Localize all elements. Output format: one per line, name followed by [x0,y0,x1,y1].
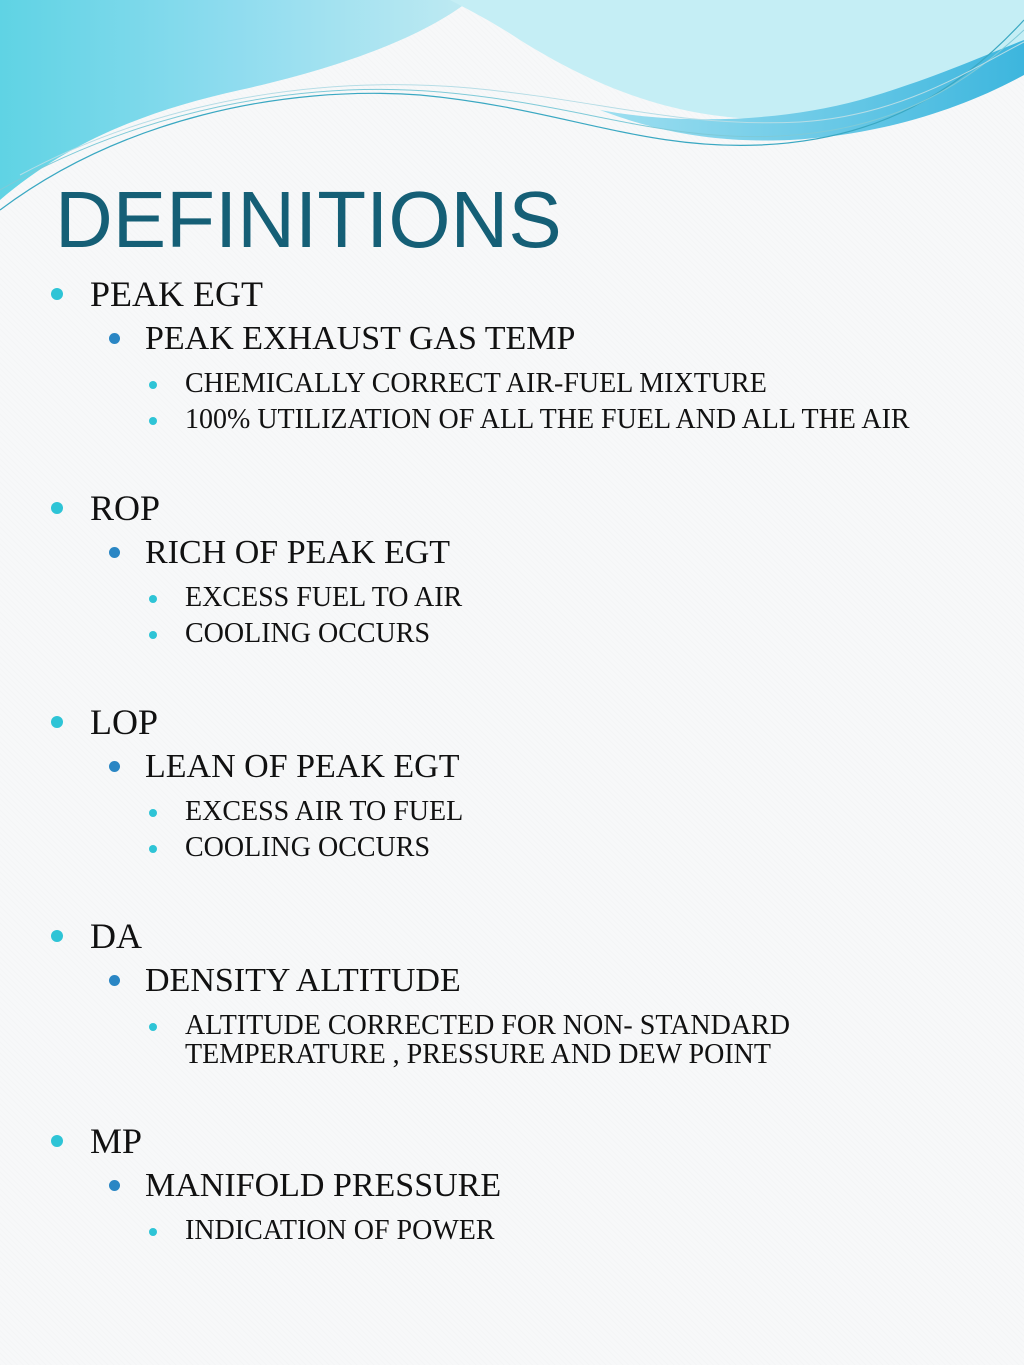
term-label: ROP [90,488,161,528]
detail-item [0,369,1024,398]
bullet-level3-icon [149,381,157,389]
term-item [0,914,1024,958]
expansion-item [0,530,1024,576]
bullet-level1-icon [51,930,63,942]
bullet-level2-icon [109,761,120,772]
bullet-level3-icon [149,1023,157,1031]
bullet-level2-icon [109,547,120,558]
slide-title: DEFINITIONS [55,175,562,264]
expansion-item [0,1163,1024,1209]
bullet-level1-icon [51,502,63,514]
detail-text: CHEMICALLY CORRECT AIR-FUEL MIXTURE [185,368,767,399]
definition-group-peak-egt [0,272,1024,434]
term-label: MP [90,1121,143,1161]
bullet-level3-icon [149,631,157,639]
bullet-level1-icon [51,716,63,728]
term-item [0,272,1024,316]
detail-item [0,405,1024,434]
detail-item [0,797,1024,826]
bullet-level2-icon [109,1180,120,1191]
bullet-level2-icon [109,333,120,344]
term-item [0,700,1024,744]
bullet-level2-icon [109,975,120,986]
detail-text: 100% UTILIZATION OF ALL THE FUEL AND ALL THE AIR [185,404,910,435]
detail-text: COOLING OCCURS [185,618,431,649]
detail-text: COOLING OCCURS [185,832,431,863]
expansion-label: LEAN OF PEAK EGT [145,748,460,785]
expansion-label: PEAK EXHAUST GAS TEMP [145,320,576,357]
detail-item [0,833,1024,862]
detail-text: INDICATION OF POWER [185,1215,495,1246]
expansion-label: RICH OF PEAK EGT [145,534,451,571]
term-label: PEAK EGT [90,274,263,314]
detail-text: ALTITUDE CORRECTED FOR NON- STANDARD TEMPERATURE , PRESSURE AND DEW POINT [185,1010,790,1070]
definitions-list [0,272,1024,1245]
term-item [0,486,1024,530]
bullet-level3-icon [149,417,157,425]
detail-item [0,583,1024,612]
expansion-item [0,744,1024,790]
bullet-level3-icon [149,595,157,603]
detail-text: EXCESS FUEL TO AIR [185,582,463,613]
term-label: LOP [90,702,159,742]
detail-item [0,1216,1024,1245]
bullet-level3-icon [149,809,157,817]
term-label: DA [90,916,142,956]
detail-item [0,619,1024,648]
definition-group-lop [0,700,1024,862]
expansion-item [0,316,1024,362]
bullet-level1-icon [51,288,63,300]
definition-group-mp [0,1119,1024,1245]
expansion-label: MANIFOLD PRESSURE [145,1167,502,1204]
definition-group-rop [0,486,1024,648]
detail-text: EXCESS AIR TO FUEL [185,796,464,827]
detail-item [0,1011,1024,1069]
expansion-label: DENSITY ALTITUDE [145,962,461,999]
bullet-level1-icon [51,1135,63,1147]
definition-group-da [0,914,1024,1069]
term-item [0,1119,1024,1163]
bullet-level3-icon [149,845,157,853]
expansion-item [0,958,1024,1004]
bullet-level3-icon [149,1228,157,1236]
